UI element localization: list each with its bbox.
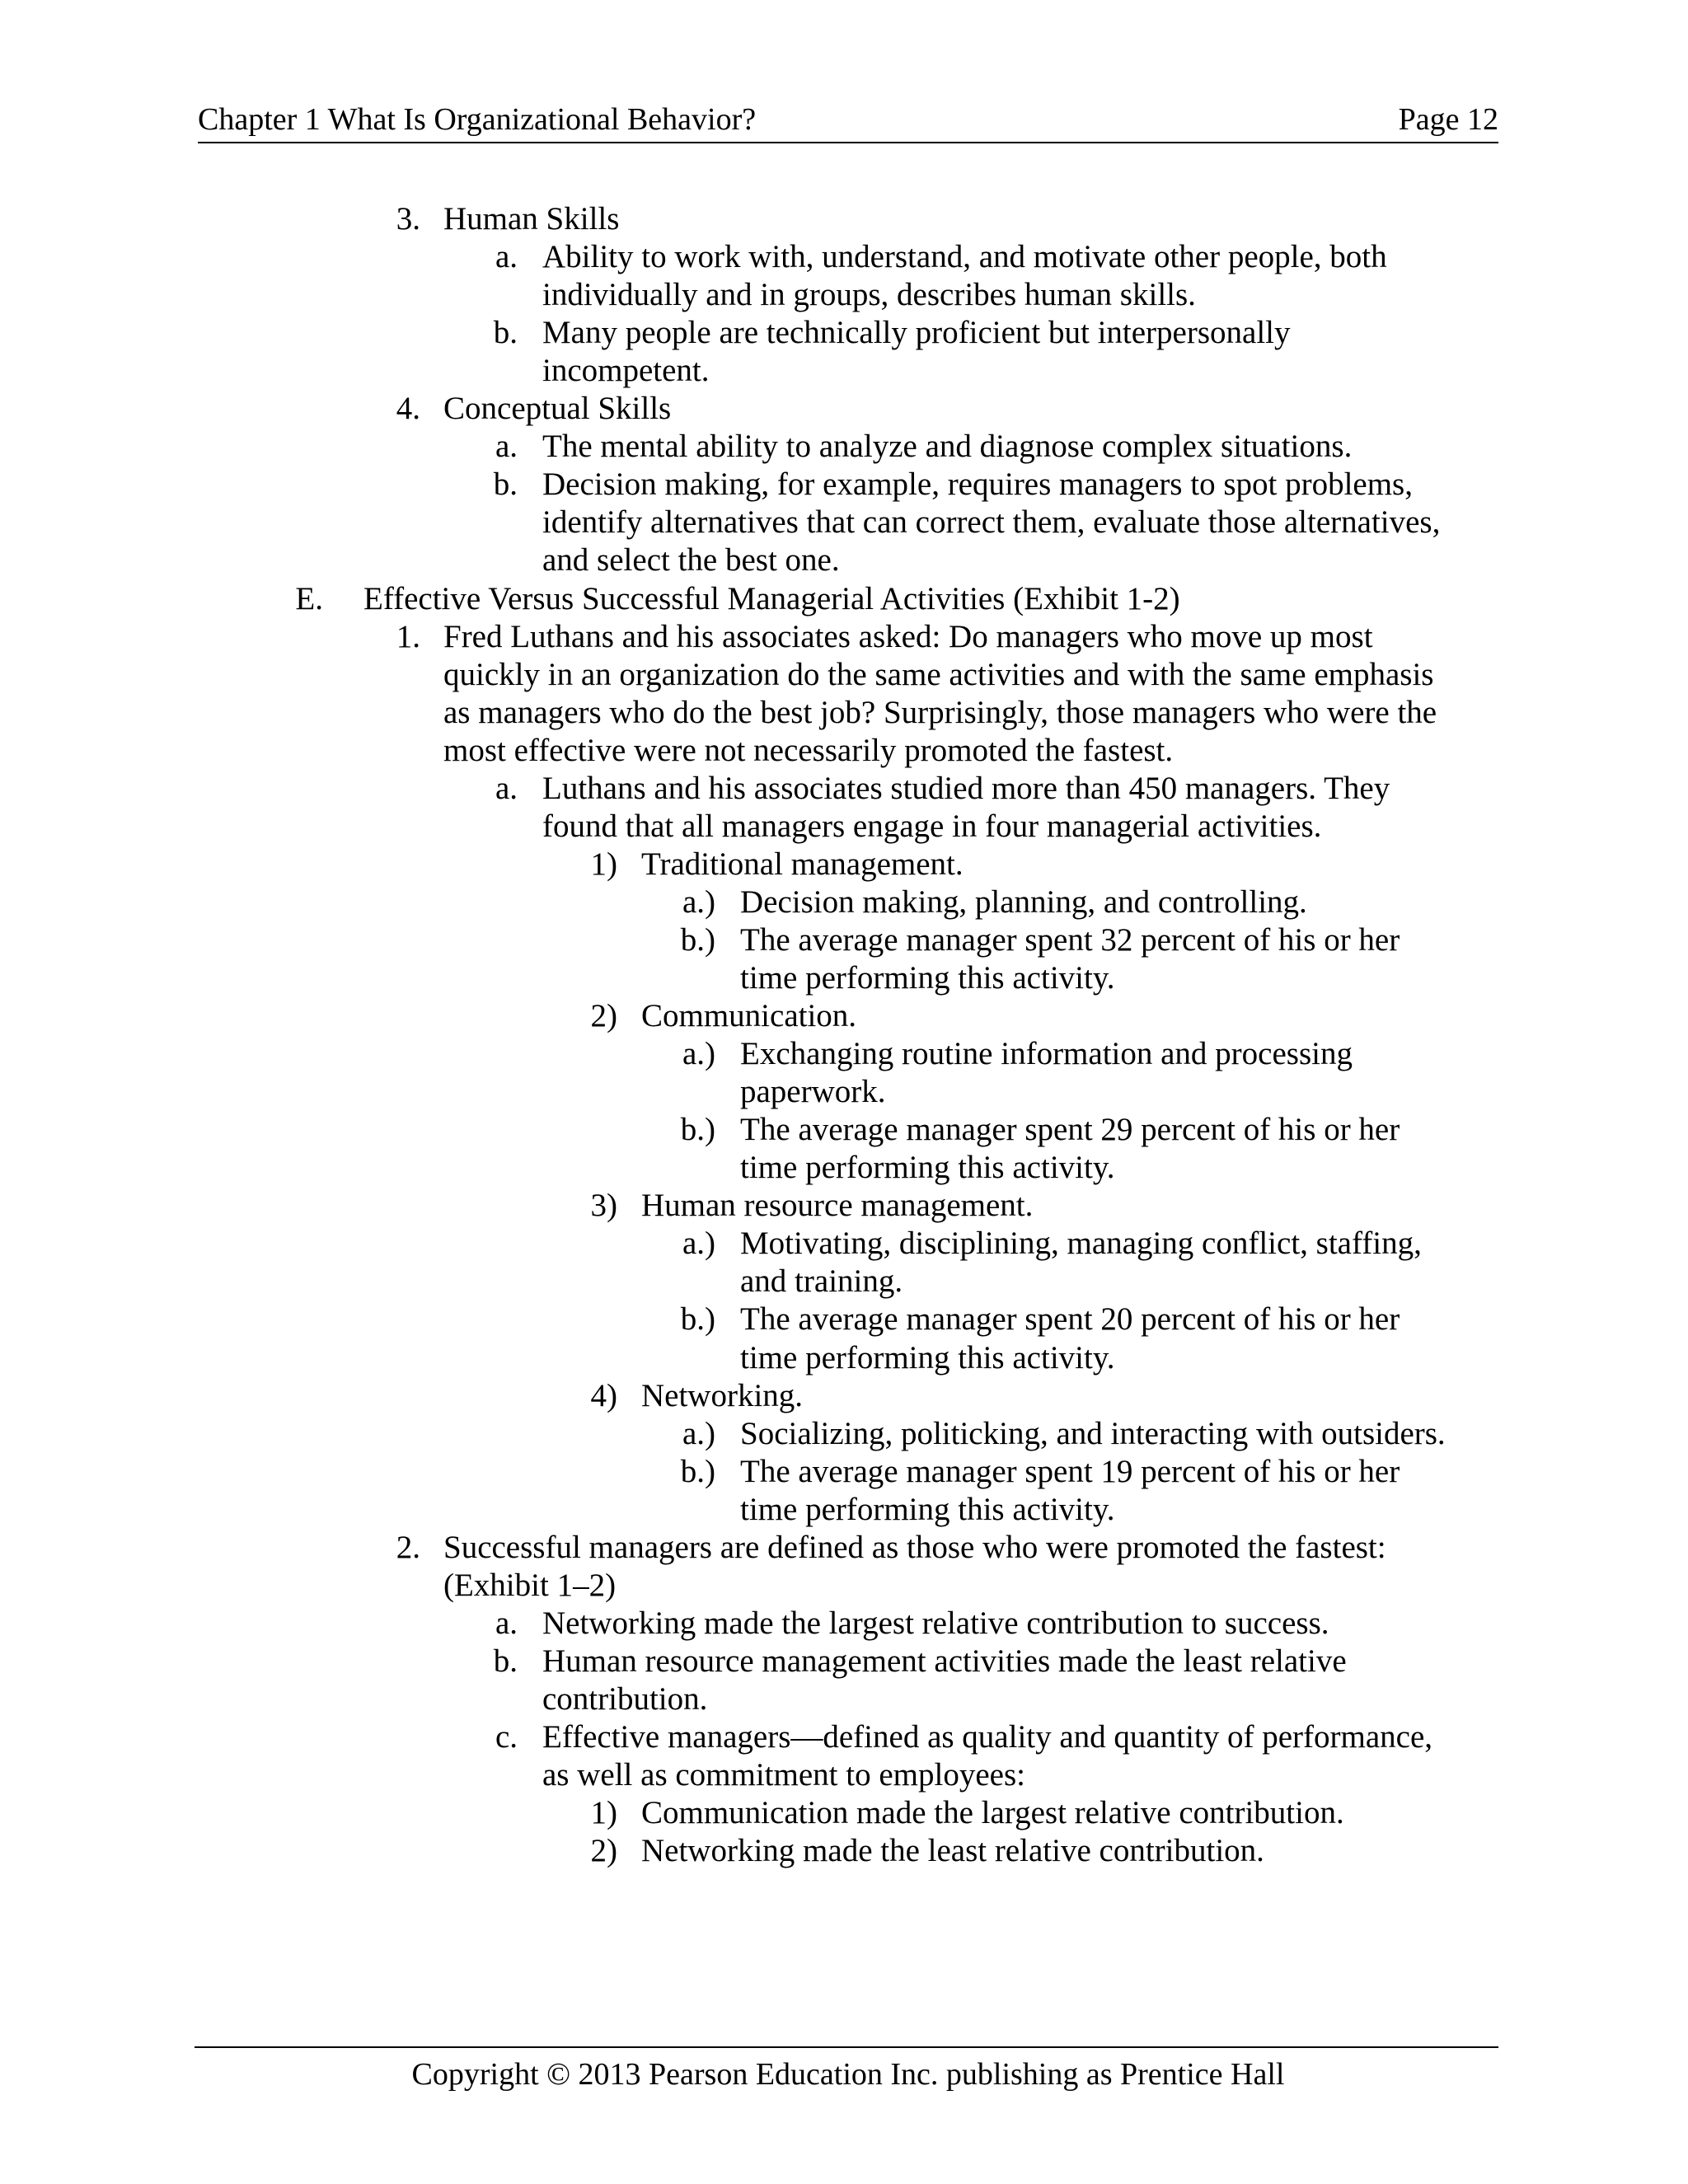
outline-text: The average manager spent 29 percent of his or her — [740, 1112, 1400, 1147]
outline-text: Traditional management. — [641, 846, 964, 882]
outline-line — [0, 504, 1688, 541]
outline-text: The mental ability to analyze and diagnose complex situations. — [542, 429, 1353, 464]
page-header — [198, 97, 1498, 143]
outline-marker: 1) — [590, 1795, 617, 1830]
outline-marker: 1) — [590, 846, 617, 882]
page-number: Page 12 — [1398, 102, 1498, 137]
outline-text: and training. — [740, 1263, 903, 1299]
chapter-title: Chapter 1 What Is Organizational Behavior? — [198, 102, 757, 137]
outline-text: Human Skills — [443, 201, 620, 237]
outline-marker: b.) — [680, 1301, 715, 1337]
outline-marker: a.) — [682, 1036, 715, 1071]
outline-text: incompetent. — [542, 353, 710, 388]
outline-text: Successful managers are defined as those who were promoted the fastest: — [443, 1530, 1386, 1565]
copyright-footer: Copyright © 2013 Pearson Education Inc. publishing as Prentice Hall — [411, 2057, 1285, 2092]
outline-line — [0, 200, 1688, 238]
outline-text: Ability to work with, understand, and motivate other people, both — [542, 239, 1387, 274]
outline-marker: b.) — [680, 1112, 715, 1147]
outline-line — [0, 1301, 1688, 1338]
outline-text: time performing this activity. — [740, 960, 1115, 996]
outline-text: time performing this activity. — [740, 1492, 1115, 1527]
outline-line — [0, 1149, 1688, 1187]
outline-line — [0, 1643, 1688, 1680]
outline-line — [0, 808, 1688, 846]
outline-marker: a. — [495, 239, 518, 274]
outline-text: Socializing, politicking, and interacting with outsiders. — [740, 1416, 1446, 1451]
outline-text: paperwork. — [740, 1074, 886, 1109]
outline-line — [0, 1035, 1688, 1073]
outline-text: and select the best one. — [542, 542, 840, 578]
outline-line — [0, 1187, 1688, 1225]
outline-text: Decision making, planning, and controlling. — [740, 884, 1307, 920]
outline-text: Fred Luthans and his associates asked: Do managers who move up most — [443, 619, 1373, 654]
outline-marker: 3. — [396, 201, 420, 237]
outline-line — [0, 846, 1688, 883]
outline-text: time performing this activity. — [740, 1150, 1115, 1185]
outline-line — [0, 1605, 1688, 1643]
outline-text: Effective Versus Successful Managerial Activities (Exhibit 1-2) — [363, 581, 1180, 616]
outline-text: Decision making, for example, requires managers to spot problems, — [542, 466, 1413, 502]
outline-marker: b. — [493, 1643, 518, 1679]
outline-marker: a. — [495, 771, 518, 806]
outline-text: quickly in an organization do the same activities and with the same emphasis — [443, 657, 1434, 692]
outline-text: Human resource management. — [641, 1188, 1034, 1223]
outline-text: time performing this activity. — [740, 1340, 1115, 1376]
outline-line — [0, 238, 1688, 276]
outline-text: Communication. — [641, 998, 857, 1033]
outline-marker: b. — [493, 315, 518, 350]
outline-line — [0, 1415, 1688, 1453]
outline-text: Human resource management activities made the least relative — [542, 1643, 1347, 1679]
outline-line — [0, 390, 1688, 428]
outline-text: Networking. — [641, 1378, 804, 1413]
outline-line — [0, 959, 1688, 997]
outline-marker: 1. — [396, 619, 420, 654]
outline-text: The average manager spent 20 percent of his or her — [740, 1301, 1400, 1337]
outline-line — [0, 770, 1688, 808]
outline-text: most effective were not necessarily promoted the fastest. — [443, 733, 1174, 768]
outline-line — [0, 580, 1688, 618]
outline-line — [0, 1453, 1688, 1491]
outline-text: Exchanging routine information and processing — [740, 1036, 1353, 1071]
outline-line — [0, 732, 1688, 770]
outline-line — [0, 1073, 1688, 1111]
outline-text: Conceptual Skills — [443, 391, 672, 426]
outline-marker: E. — [295, 581, 323, 616]
outline-text: Many people are technically proficient but interpersonally — [542, 315, 1291, 350]
footer-divider — [195, 2046, 1498, 2048]
outline-marker: b.) — [680, 922, 715, 958]
outline-line — [0, 1680, 1688, 1718]
outline-line — [0, 466, 1688, 504]
outline-marker: a. — [495, 1605, 518, 1641]
outline-line — [0, 1832, 1688, 1870]
outline-text: Luthans and his associates studied more than 450 managers. They — [542, 771, 1390, 806]
outline-line — [0, 428, 1688, 466]
outline-marker: a. — [495, 429, 518, 464]
outline-text: Effective managers—defined as quality and quantity of performance, — [542, 1719, 1433, 1755]
outline-line — [0, 1263, 1688, 1301]
outline-line — [0, 997, 1688, 1035]
outline-text: The average manager spent 19 percent of his or her — [740, 1454, 1400, 1489]
outline-line — [0, 1225, 1688, 1263]
outline-text: Communication made the largest relative contribution. — [641, 1795, 1344, 1830]
outline-marker: b.) — [680, 1454, 715, 1489]
outline-marker: 2. — [396, 1530, 420, 1565]
outline-line — [0, 314, 1688, 352]
outline-marker: 4. — [396, 391, 420, 426]
outline-line — [0, 921, 1688, 959]
outline-text: Networking made the least relative contribution. — [641, 1833, 1264, 1868]
outline-text: found that all managers engage in four managerial activities. — [542, 808, 1322, 844]
outline-marker: 2) — [590, 998, 617, 1033]
outline-line — [0, 1111, 1688, 1149]
outline-text: Motivating, disciplining, managing conflict, staffing, — [740, 1226, 1422, 1261]
outline-text: (Exhibit 1–2) — [443, 1568, 617, 1603]
outline-line — [0, 694, 1688, 732]
outline-line — [0, 1794, 1688, 1832]
outline-line — [0, 1339, 1688, 1377]
outline-text: contribution. — [542, 1681, 708, 1717]
outline-line — [0, 276, 1688, 314]
outline-line — [0, 1529, 1688, 1567]
outline-marker: c. — [495, 1719, 518, 1755]
outline-text: individually and in groups, describes human skills. — [542, 277, 1196, 312]
outline-marker: a.) — [682, 1416, 715, 1451]
outline-line — [0, 656, 1688, 694]
outline-text: as well as commitment to employees: — [542, 1757, 1025, 1793]
outline-marker: a.) — [682, 884, 715, 920]
outline-text: identify alternatives that can correct them, evaluate those alternatives, — [542, 504, 1441, 540]
outline-marker: 4) — [590, 1378, 617, 1413]
outline-marker: 3) — [590, 1188, 617, 1223]
outline-marker: 2) — [590, 1833, 617, 1868]
outline-line — [0, 1718, 1688, 1756]
outline-line — [0, 618, 1688, 656]
outline-line — [0, 883, 1688, 921]
outline-line — [0, 1567, 1688, 1605]
outline-marker: b. — [493, 466, 518, 502]
outline-line — [0, 1377, 1688, 1415]
outline-line — [0, 1756, 1688, 1794]
outline-line — [0, 1491, 1688, 1529]
outline-marker: a.) — [682, 1226, 715, 1261]
outline-line — [0, 541, 1688, 579]
outline-text: as managers who do the best job? Surprisingly, those managers who were the — [443, 695, 1437, 730]
outline-text: Networking made the largest relative contribution to success. — [542, 1605, 1329, 1641]
outline-line — [0, 352, 1688, 390]
outline-text: The average manager spent 32 percent of his or her — [740, 922, 1400, 958]
